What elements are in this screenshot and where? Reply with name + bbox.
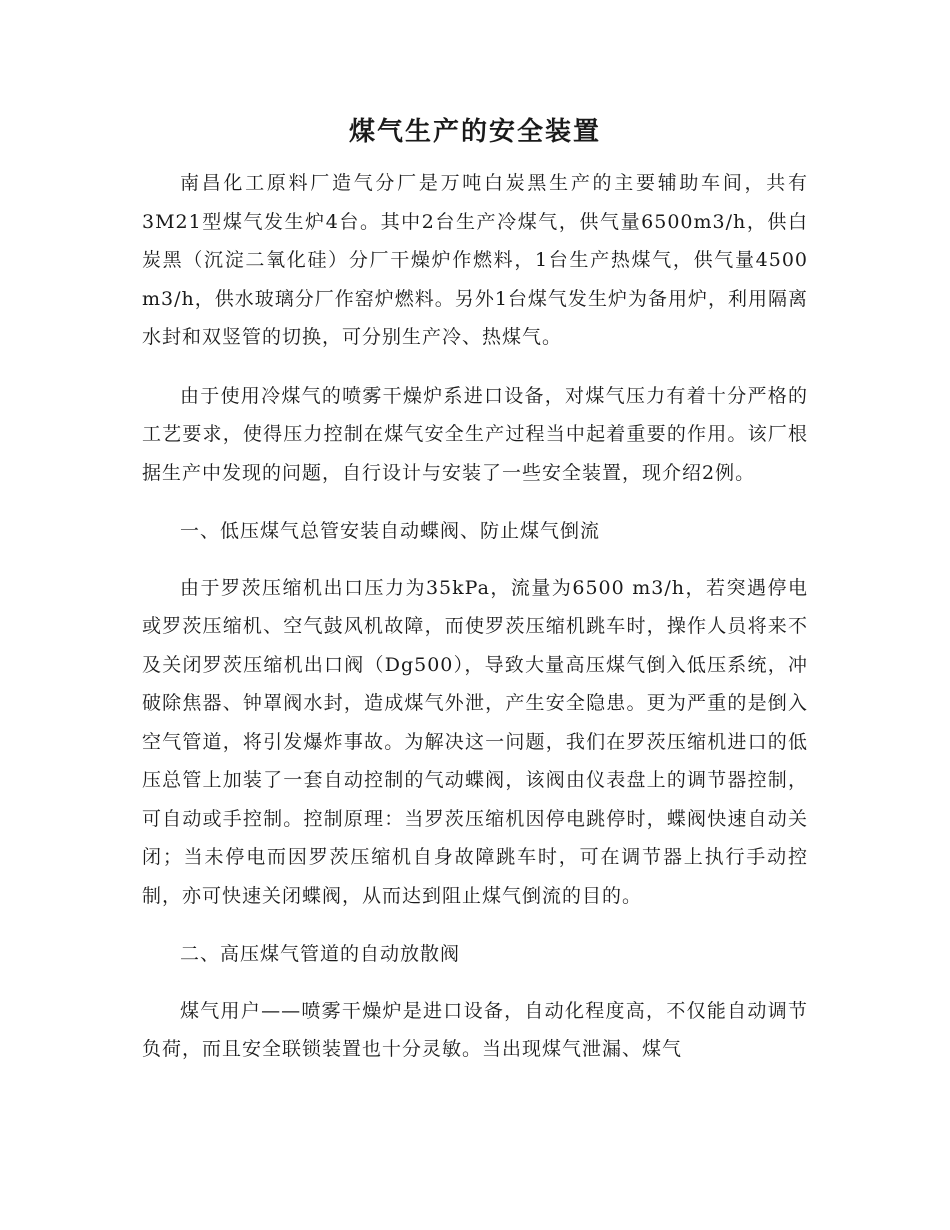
paragraph-intro: 南昌化工原料厂造气分厂是万吨白炭黑生产的主要辅助车间，共有3M21型煤气发生炉4台。其中2台生产冷煤气，供气量6500m3/h，供白炭黑（沉淀二氧化硅）分厂干燥炉作燃料，1台生产热煤气，供气量4500 m3/h，供水玻璃分厂作窑炉燃料。另外1台煤气发生炉为备用炉，利用隔离水封和双竖管的切换，可分别生产冷、热煤气。	[142, 172, 808, 348]
paragraph-butterfly-valve: 由于罗茨压缩机出口压力为35kPa，流量为6500 m3/h，若突遇停电或罗茨压缩机、空气鼓风机故障，而使罗茨压缩机跳车时，操作人员将来不及关闭罗茨压缩机出口阀（Dg500），导致大量高压煤气倒入低压系统，冲破除焦器、钟罩阀水封，造成煤气外泄，产生安全隐患。更为严重的是倒入空气管道，将引发爆炸事故。为解决这一问题，我们在罗茨压缩机进口的低压总管上加装了一套自动控制的气动蝶阀，该阀由仪表盘上的调节器控制，可自动或手控制。控制原理：当罗茨压缩机因停电跳停时，蝶阀快速自动关闭；当未停电而因罗茨压缩机自身故障跳车时，可在调节器上执行手动控制，亦可快速关闭蝶阀，从而达到阻止煤气倒流的目的。	[142, 576, 808, 907]
section-heading-relief-valve: 二、高压煤气管道的自动放散阀	[180, 943, 461, 965]
paragraph-background: 由于使用冷煤气的喷雾干燥炉系进口设备，对煤气压力有着十分严格的工艺要求，使得压力控制在煤气安全生产过程当中起着重要的作用。该厂根据生产中发现的问题，自行设计与安装了一些安全装置，现介绍2例。	[142, 384, 808, 484]
section-heading-butterfly-valve: 一、低压煤气总管安装自动蝶阀、防止煤气倒流	[180, 520, 601, 542]
paragraph-relief-valve: 煤气用户——喷雾干燥炉是进口设备，自动化程度高，不仅能自动调节负荷，而且安全联锁装置也十分灵敏。当出现煤气泄漏、煤气	[142, 999, 808, 1060]
document-body	[142, 108, 808, 1089]
document-title: 煤气生产的安全装置	[348, 117, 601, 147]
